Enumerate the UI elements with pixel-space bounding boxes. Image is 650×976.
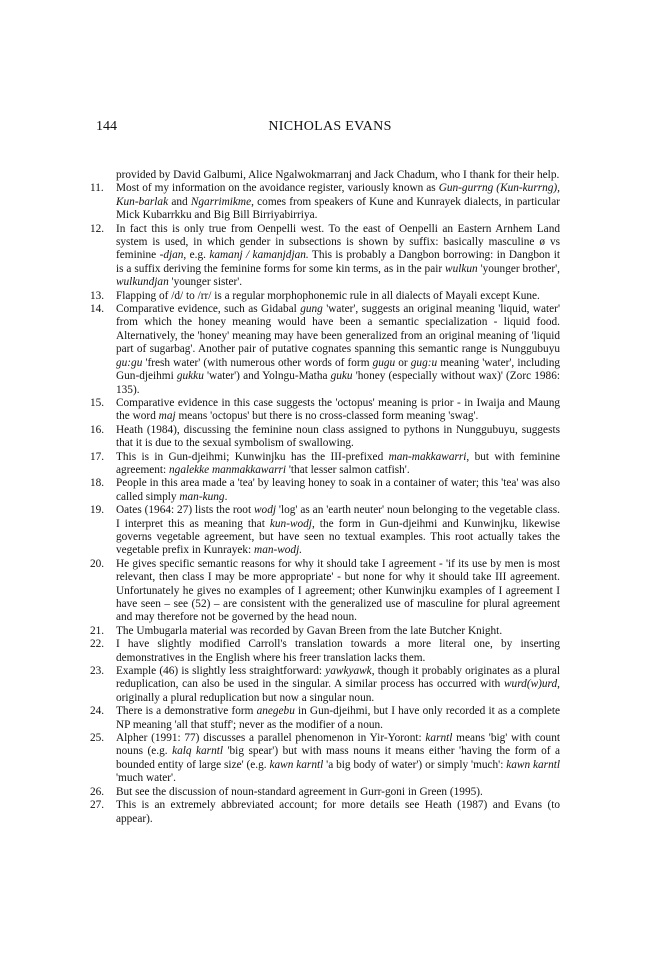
endnote-text: and: [168, 195, 191, 208]
endnote-number: 23.: [90, 665, 105, 678]
endnote-text: in Gun-djeihmi, but I have only recorded it as a complete NP meaning 'all that stuff'; never as the modifier of a noun.: [116, 705, 561, 731]
endnote-number: 24.: [90, 705, 105, 718]
endnote-italic-text: yawkyawk: [325, 665, 372, 678]
running-head: NICHOLAS EVANS: [268, 119, 392, 134]
note-continuation: provided by David Galbumi, Alice Ngalwokmarranj and Jack Chadum, who I thank for their help.: [116, 169, 560, 181]
endnote-italic-text: maj: [158, 410, 176, 423]
endnote-italic-text: gugu: [372, 356, 396, 369]
endnote-text: , comes from speakers of Kune and Kunrayek dialects, in particular Mick Kubarrkku and Big Bill Birriyabirriya.: [116, 195, 560, 222]
page-number: 144: [96, 119, 117, 134]
endnote-italic-text: kun-wodj: [269, 517, 312, 530]
endnote-italic-text: kawn karntl: [506, 758, 561, 771]
endnote-text: Oates (1964: 27) lists the root: [116, 504, 255, 517]
endnote-text: , the form in Gun-djeihmi and Kunwinjku, likewise governs vegetable agreement, but have seen no textual examples. This root actually takes the vegetable prefix in Kunrayek:: [116, 517, 560, 557]
endnote: [90, 732, 560, 786]
endnote-italic-text: wurd(w)urd: [504, 678, 558, 691]
endnotes: [90, 169, 560, 826]
endnote-italic-text: man-makkawarri: [388, 450, 467, 463]
endnote-number: 22.: [90, 638, 105, 651]
endnote-italic-text: karntl: [425, 732, 453, 745]
endnote-number: 13.: [90, 289, 105, 302]
endnote-italic-text: ngalekke manmakkawarri: [169, 463, 287, 476]
endnote-italic-text: gung: [300, 303, 323, 316]
endnote-text: He gives specific semantic reasons for why it should take I agreement - 'if its use by men is most relevant, then class I may be more appropriate' - but none for why it should take III agreement. Unfortunately he gives no examples of I agreement; other Kunwinjku examples of I agreement I have seen – see (52) – are consistent with the generalized use of masculine for plural agreement and may therefore not be governed by the head noun.: [116, 557, 560, 624]
endnote-text: , though it probably originates as a plural reduplication, can also be used in the singular. A similar process has occurred with: [116, 665, 560, 691]
endnote: [90, 290, 560, 303]
endnote-number: 18.: [90, 477, 105, 490]
endnote-text: 'younger brother',: [477, 262, 560, 275]
endnote: [90, 451, 560, 478]
endnote: [90, 477, 560, 504]
endnote-text: But see the discussion of noun-standard agreement in Gurr-goni in Green (1995).: [116, 785, 483, 798]
endnote-number: 11.: [90, 182, 104, 195]
endnote-number: 25.: [90, 732, 105, 745]
endnote-italic-text: anegebu: [256, 705, 295, 718]
endnote-text: meaning 'water', including Gun-djeihmi: [116, 356, 560, 383]
endnote-italic-text: man-kung: [179, 490, 225, 503]
endnote-text: , but with feminine agreement:: [116, 450, 561, 476]
endnote-text: 'water') and Yolngu-Matha: [203, 370, 331, 383]
endnote: [90, 504, 560, 558]
endnote: [90, 397, 560, 424]
endnote-number: 17.: [90, 450, 105, 463]
endnote-text: , originally a plural reduplication but now a singular noun.: [116, 678, 560, 704]
endnote-text: 'fresh water' (with numerous other words of form: [142, 356, 373, 369]
endnote-italic-text: Gun-gurrng (Kun-kurrng), Kun-barlak: [116, 182, 560, 208]
endnote: [90, 625, 560, 638]
endnote-text: .: [224, 490, 228, 503]
endnote-text: 'water', suggests an original meaning 'liquid, water' from which the honey meaning would have been a semantic specialization - liquid food. Alternatively, the 'honey' meaning may have been generalized from an original meaning of 'liquid part of sugarbag'. Another pair of putative cognates spanning this semantic range is Nunggubuyu: [116, 303, 560, 356]
endnote-number: 16.: [90, 423, 105, 436]
endnote-italic-text: wulkundjan: [116, 276, 169, 289]
endnote-text: means 'octopus' but there is no cross-classed form meaning 'swag'.: [175, 410, 479, 423]
endnote: [90, 638, 560, 665]
endnote-text: Comparative evidence in this case suggests the 'octopus' meaning is prior - in Iwaija and Maung the word: [116, 396, 560, 423]
endnote-italic-text: guku: [330, 370, 353, 383]
endnote-number: 26.: [90, 785, 105, 798]
endnote: [90, 182, 560, 222]
endnote: [90, 558, 560, 625]
endnote-text: , e.g.: [183, 249, 210, 262]
endnote-italic-text: wodj: [254, 504, 276, 517]
endnote-text: 'log' as an 'earth neuter' noun belonging to the vegetable class. I interpret this as meaning that: [116, 504, 560, 530]
endnote-italic-text: gukku: [176, 370, 204, 383]
endnote-text: 'big spear') but with mass nouns it means either 'having the form of a bounded entity of large size' (e.g.: [116, 745, 560, 771]
endnote-text: This is in Gun-djeihmi; Kunwinjku has the III-prefixed: [116, 450, 389, 463]
endnote-text: 'honey (especially without wax)' (Zorc 1986: 135).: [116, 370, 560, 396]
endnote-number: 20.: [90, 557, 105, 570]
endnote: [90, 799, 560, 826]
endnote-text: Heath (1984), discussing the feminine noun class assigned to pythons in Nunggubuyu, suggests that it is due to the sexual symbolism of swallowing.: [116, 423, 560, 450]
endnote-text: I have slightly modified Carroll's translation towards a more literal one, by inserting demonstratives in the English where his freer translation lacks them.: [116, 638, 560, 664]
endnote-italic-text: kalq karntl: [172, 745, 223, 758]
endnote: [90, 705, 560, 732]
endnote-text: 'that lesser salmon catfish'.: [286, 463, 410, 476]
endnote-text: In fact this is only true from Oenpelli west. To the east of Oenpelli an Eastern Arnhem Land system is used, in which gender in subsections is shown by suffix: basically masculine ø vs feminine: [116, 222, 560, 262]
endnote: [90, 665, 560, 705]
endnote-text: 'a big body of water') or simply 'much':: [323, 758, 507, 771]
endnote-text: There is a demonstrative form: [116, 705, 257, 718]
endnote-text: means 'big' with count nouns (e.g.: [116, 732, 560, 758]
endnote-italic-text: gu:gu: [116, 356, 143, 369]
endnote-text: or: [395, 356, 411, 369]
endnote-text: Most of my information on the avoidance register, variously known as: [116, 182, 439, 195]
endnote-text: 'younger sister'.: [168, 276, 243, 289]
endnote: [90, 223, 560, 290]
endnote-text: The Umbugarla material was recorded by Gavan Breen from the late Butcher Knight.: [116, 624, 503, 637]
endnote-number: 15.: [90, 396, 105, 409]
endnote-text: Example (46) is slightly less straightforward:: [116, 665, 326, 678]
endnote-number: 19.: [90, 504, 105, 517]
endnote: [90, 786, 560, 799]
endnote-number: 21.: [90, 624, 105, 637]
endnote-text: This is probably a Dangbon borrowing: in Dangbon it is a suffix deriving the feminine forms for some kin terms, as in the pair: [116, 249, 560, 275]
endnote-text: This is an extremely abbreviated account; for more details see Heath (1987) and Evans (to appear).: [116, 799, 560, 825]
endnote-text: Flapping of /d/ to /rr/ is a regular morphophonemic rule in all dialects of Mayali except Kune.: [116, 289, 540, 302]
endnote: [90, 303, 560, 397]
endnote-number: 14.: [90, 303, 105, 316]
endnote-number: 12.: [90, 222, 105, 235]
endnote-italic-text: gug:u: [410, 356, 438, 369]
endnote-text: Alpher (1991: 77) discusses a parallel phenomenon in Yir-Yoront:: [116, 732, 426, 745]
endnote-text: People in this area made a 'tea' by leaving honey to soak in a container of water; this 'tea' was also called simply: [116, 477, 560, 503]
endnote-italic-text: wulkun: [445, 262, 478, 275]
endnote-italic-text: -djan: [159, 249, 184, 262]
endnote-text: 'much water'.: [116, 772, 176, 785]
endnote-italic-text: kamanj / kamanjdjan.: [209, 249, 309, 262]
endnote-number: 27.: [90, 799, 105, 812]
page-header: [96, 119, 564, 139]
endnote-italic-text: kawn karntl: [269, 758, 324, 771]
endnote-italic-text: Ngarrimikme: [190, 195, 252, 208]
endnote-italic-text: man-wodj.: [254, 544, 303, 557]
endnote: [90, 424, 560, 451]
endnote-text: Comparative evidence, such as Gidabal: [116, 303, 301, 316]
